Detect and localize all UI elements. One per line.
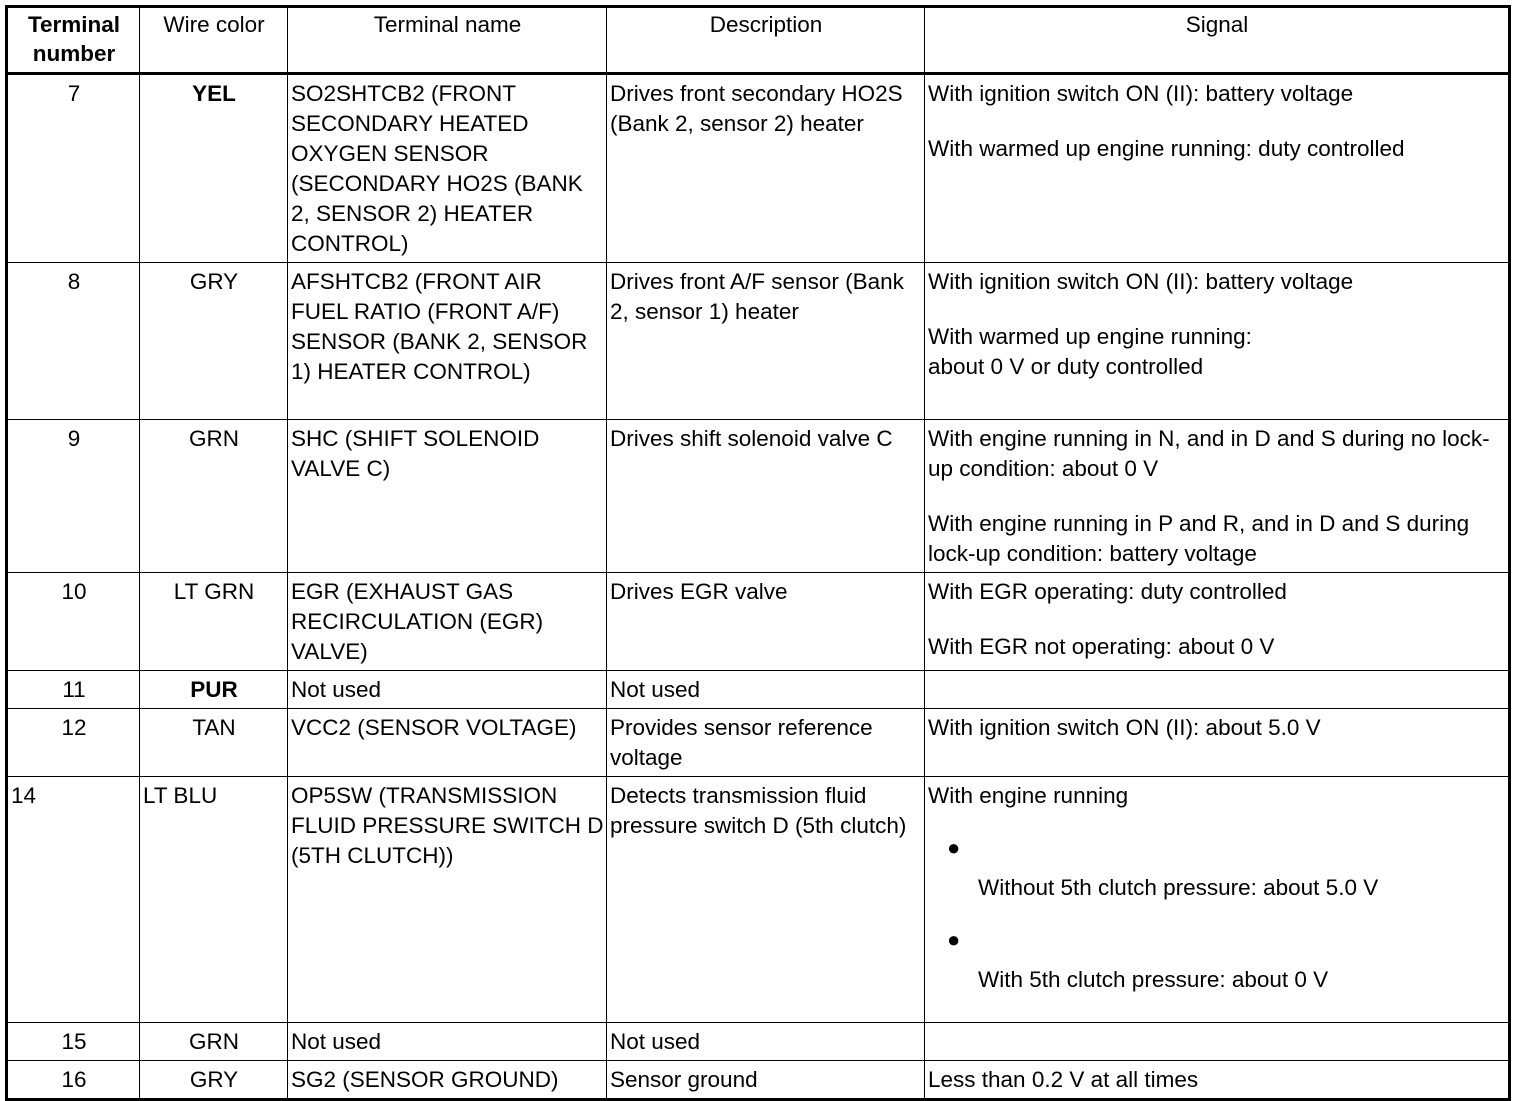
terminal-name-cell: AFSHTCB2 (FRONT AIR FUEL RATIO (FRONT A/F) SENSOR (BANK 2, SENSOR 1) HEATER CONTROL) bbox=[288, 263, 607, 420]
table-row bbox=[7, 1023, 1510, 1061]
table-row bbox=[7, 263, 1510, 420]
table-row bbox=[7, 777, 1510, 1023]
signal-line: With engine running in P and R, and in D and S during lock-up condition: battery voltage bbox=[928, 511, 1470, 566]
table-row bbox=[7, 420, 1510, 573]
description-cell: Drives front A/F sensor (Bank 2, sensor 1) heater bbox=[607, 263, 925, 420]
terminal-number-cell: 12 bbox=[7, 709, 140, 777]
header-description: Description bbox=[607, 7, 925, 74]
terminal-number-cell: 15 bbox=[7, 1023, 140, 1061]
bullet-icon: ● bbox=[947, 835, 961, 860]
wire-color-cell: GRN bbox=[140, 420, 288, 573]
signal-line: With ignition switch ON (II): about 5.0 V bbox=[928, 715, 1321, 740]
signal-bullet-text: Without 5th clutch pressure: about 5.0 V bbox=[978, 875, 1379, 900]
signal-cell bbox=[925, 74, 1510, 263]
wire-color-cell: LT BLU bbox=[140, 777, 288, 1023]
description-cell: Drives shift solenoid valve C bbox=[607, 420, 925, 573]
description-cell: Drives front secondary HO2S (Bank 2, sensor 2) heater bbox=[607, 74, 925, 263]
description-cell: Not used bbox=[607, 1023, 925, 1061]
signal-line: With EGR not operating: about 0 V bbox=[928, 634, 1275, 659]
signal-line: With ignition switch ON (II): battery voltage bbox=[928, 81, 1354, 106]
signal-line: With engine running in N, and in D and S during no lock-up condition: about 0 V bbox=[928, 426, 1490, 481]
header-terminal-number: Terminal number bbox=[7, 7, 140, 74]
table-row bbox=[7, 1061, 1510, 1100]
wire-color-cell: GRY bbox=[140, 1061, 288, 1100]
terminal-name-cell: OP5SW (TRANSMISSION FLUID PRESSURE SWITCH D (5TH CLUTCH)) bbox=[288, 777, 607, 1023]
table-row bbox=[7, 573, 1510, 671]
wire-color-cell: LT GRN bbox=[140, 573, 288, 671]
header-terminal-name: Terminal name bbox=[288, 7, 607, 74]
signal-cell bbox=[925, 671, 1510, 709]
signal-cell bbox=[925, 1023, 1510, 1061]
table-row bbox=[7, 74, 1510, 263]
terminal-name-cell: SO2SHTCB2 (FRONT SECONDARY HEATED OXYGEN SENSOR (SECONDARY HO2S (BANK 2, SENSOR 2) HEATER CONTROL) bbox=[288, 74, 607, 263]
description-cell: Sensor ground bbox=[607, 1061, 925, 1100]
signal-bullet-item bbox=[928, 927, 1506, 995]
signal-line: With EGR operating: duty controlled bbox=[928, 579, 1287, 604]
signal-cell bbox=[925, 1061, 1510, 1100]
signal-cell bbox=[925, 263, 1510, 420]
description-cell: Provides sensor reference voltage bbox=[607, 709, 925, 777]
signal-cell bbox=[925, 573, 1510, 671]
wire-color-cell: GRN bbox=[140, 1023, 288, 1061]
signal-cell bbox=[925, 420, 1510, 573]
signal-cell bbox=[925, 709, 1510, 777]
wire-color-cell: YEL bbox=[140, 74, 288, 263]
terminal-number-cell: 11 bbox=[7, 671, 140, 709]
terminal-name-cell: Not used bbox=[288, 1023, 607, 1061]
table-row bbox=[7, 671, 1510, 709]
description-cell: Not used bbox=[607, 671, 925, 709]
description-cell: Detects transmission fluid pressure switch D (5th clutch) bbox=[607, 777, 925, 1023]
table-row bbox=[7, 709, 1510, 777]
terminal-number-cell: 7 bbox=[7, 74, 140, 263]
terminal-name-cell: VCC2 (SENSOR VOLTAGE) bbox=[288, 709, 607, 777]
terminal-number-cell: 16 bbox=[7, 1061, 140, 1100]
terminal-number-cell: 10 bbox=[7, 573, 140, 671]
terminal-name-cell: SHC (SHIFT SOLENOID VALVE C) bbox=[288, 420, 607, 573]
signal-line: With warmed up engine running: about 0 V or duty controlled bbox=[928, 324, 1252, 379]
wire-color-cell: PUR bbox=[140, 671, 288, 709]
wire-color-cell: GRY bbox=[140, 263, 288, 420]
terminal-pinout-table bbox=[5, 5, 1511, 1101]
header-row bbox=[7, 7, 1510, 74]
signal-intro: With engine running bbox=[928, 783, 1129, 808]
terminal-name-cell: Not used bbox=[288, 671, 607, 709]
signal-bullet-text: With 5th clutch pressure: about 0 V bbox=[978, 967, 1329, 992]
signal-cell bbox=[925, 777, 1510, 1023]
terminal-name-cell: EGR (EXHAUST GAS RECIRCULATION (EGR) VALVE) bbox=[288, 573, 607, 671]
header-wire-color: Wire color bbox=[140, 7, 288, 74]
terminal-name-cell: SG2 (SENSOR GROUND) bbox=[288, 1061, 607, 1100]
signal-line: Less than 0.2 V at all times bbox=[928, 1067, 1199, 1092]
terminal-number-cell: 14 bbox=[7, 777, 140, 1023]
signal-bullet-item bbox=[928, 835, 1506, 903]
description-cell: Drives EGR valve bbox=[607, 573, 925, 671]
signal-line: With warmed up engine running: duty controlled bbox=[928, 136, 1405, 161]
bullet-icon: ● bbox=[947, 927, 961, 952]
terminal-number-cell: 8 bbox=[7, 263, 140, 420]
header-signal: Signal bbox=[925, 7, 1510, 74]
signal-line: With ignition switch ON (II): battery voltage bbox=[928, 269, 1354, 294]
terminal-number-cell: 9 bbox=[7, 420, 140, 573]
wire-color-cell: TAN bbox=[140, 709, 288, 777]
